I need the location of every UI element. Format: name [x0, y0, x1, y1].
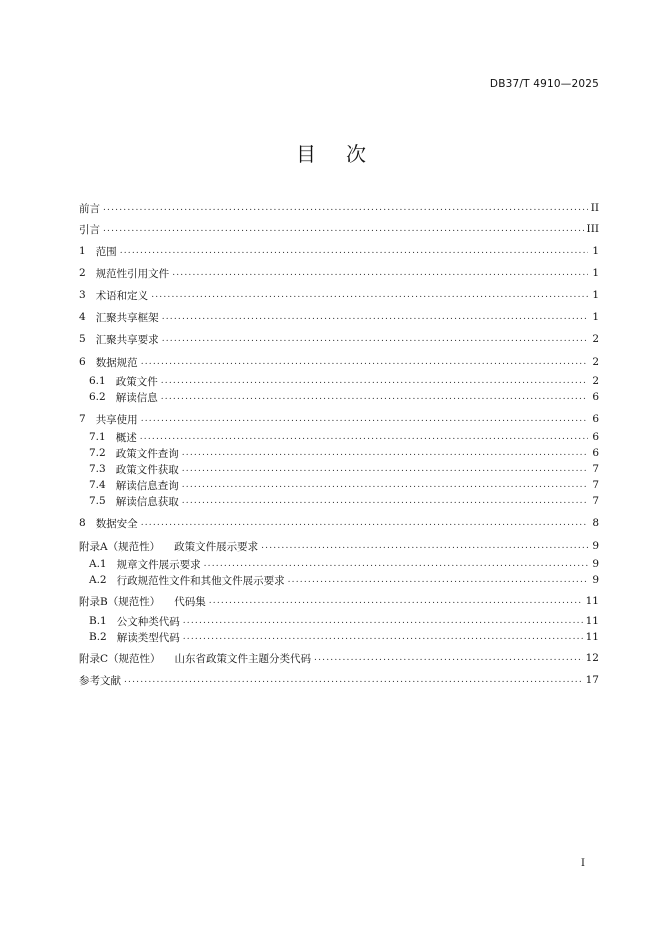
toc-entry-page: 11: [585, 615, 599, 627]
toc-entry-page: 1: [592, 267, 599, 279]
toc-entry[interactable]: [79, 309, 599, 325]
toc-entry-label: 政策文件展示要求: [174, 540, 259, 553]
toc-entry-label: 数据规范: [95, 356, 138, 369]
toc-leader-dots: [209, 593, 583, 609]
page-number: I: [581, 858, 585, 869]
toc-entry[interactable]: [89, 429, 599, 445]
toc-entry-number: 7.2: [89, 447, 106, 459]
toc-entry[interactable]: [79, 243, 599, 259]
toc-entry-label: 政策文件查询: [115, 447, 179, 460]
toc-leader-dots: [140, 429, 588, 445]
toc-entry-page: 6: [592, 447, 599, 459]
toc-leader-dots: [161, 373, 588, 389]
toc-entry-number: 1: [79, 245, 86, 257]
toc-entry-number: 4: [79, 311, 86, 323]
toc-entry-label: 解读信息获取: [115, 495, 179, 508]
toc-entry[interactable]: [79, 650, 599, 666]
toc-entry-page: II: [590, 202, 599, 214]
toc-entry-page: 17: [585, 674, 599, 686]
toc-entry-label: 政策文件获取: [115, 463, 179, 476]
toc-entry-page: 1: [592, 245, 599, 257]
toc-entry-label: 汇聚共享要求: [95, 333, 159, 346]
toc-leader-dots: [182, 477, 588, 493]
toc-entry-number: 6.2: [89, 391, 106, 403]
toc-entry-page: 7: [592, 495, 599, 507]
toc-entry-label: 参考文献: [79, 674, 121, 687]
toc-entry-number: A.1: [89, 558, 107, 570]
toc-entry-label: 行政规范性文件和其他文件展示要求: [116, 574, 285, 587]
toc-entry-page: 9: [592, 558, 599, 570]
toc-leader-dots: [183, 629, 583, 645]
toc-leader-dots: [314, 650, 583, 666]
toc-entry[interactable]: [79, 538, 599, 554]
toc-leader-dots: [103, 200, 588, 216]
toc-leader-dots: [182, 493, 588, 509]
toc-entry-label: 前言: [79, 202, 100, 215]
toc-entry-label: 解读信息查询: [115, 479, 179, 492]
toc-entry-label: 代码集: [174, 595, 206, 608]
toc-entry-page: 8: [592, 517, 599, 529]
toc-leader-dots: [120, 243, 588, 259]
toc-entry-page: III: [586, 223, 599, 235]
toc-entry-number: 附录C（规范性）: [79, 652, 161, 665]
toc-entry-number: 6: [79, 356, 86, 368]
toc-entry[interactable]: [79, 354, 599, 370]
toc-entry-page: 11: [585, 631, 599, 643]
toc-entry-number: 附录A（规范性）: [79, 540, 161, 553]
toc-entry-page: 7: [592, 463, 599, 475]
toc-leader-dots: [182, 461, 588, 477]
toc-entry-number: 2: [79, 267, 86, 279]
toc-entry-number: 8: [79, 517, 86, 529]
toc-entry-number: 7.5: [89, 495, 106, 507]
toc-entry[interactable]: [79, 200, 599, 216]
toc-entry-page: 9: [592, 540, 599, 552]
toc-entry-page: 2: [592, 356, 599, 368]
toc-leader-dots: [288, 572, 588, 588]
toc-entry[interactable]: [89, 477, 599, 493]
toc-leader-dots: [161, 389, 588, 405]
toc-entry-page: 2: [592, 333, 599, 345]
toc-entry[interactable]: [79, 265, 599, 281]
toc-leader-dots: [204, 556, 588, 572]
toc-entry-page: 6: [592, 431, 599, 443]
toc-entry-page: 6: [592, 391, 599, 403]
toc-leader-dots: [141, 354, 588, 370]
toc-entry-page: 9: [592, 574, 599, 586]
toc-entry-label: 解读类型代码: [116, 631, 180, 644]
toc-leader-dots: [261, 538, 588, 554]
toc-entry[interactable]: [89, 461, 599, 477]
toc-leader-dots: [172, 265, 588, 281]
toc-entry-number: 附录B（规范性）: [79, 595, 161, 608]
toc-entry-label: 引言: [79, 223, 100, 236]
toc-entry-page: 6: [592, 413, 599, 425]
toc-entry-label: 政策文件: [115, 375, 158, 388]
toc-title: 目次: [296, 142, 396, 166]
toc-entry-number: B.1: [89, 615, 107, 627]
toc-entry[interactable]: [89, 445, 599, 461]
toc-entry-number: 7.4: [89, 479, 106, 491]
toc-entry[interactable]: [79, 593, 599, 609]
toc-entry[interactable]: [79, 672, 599, 688]
toc-entry-label: 概述: [115, 431, 137, 444]
toc-entry-label: 公文种类代码: [116, 615, 180, 628]
toc-entry[interactable]: [89, 493, 599, 509]
toc-entry-label: 汇聚共享框架: [95, 311, 159, 324]
toc-leader-dots: [141, 411, 588, 427]
toc-entry-label: 规范性引用文件: [95, 267, 170, 280]
toc-entry-page: 12: [585, 652, 599, 664]
toc-entry-page: 11: [585, 595, 599, 607]
toc-entry-number: 7.1: [89, 431, 106, 443]
toc-entry-label: 共享使用: [95, 413, 138, 426]
toc-entry-number: 5: [79, 333, 86, 345]
toc-entry[interactable]: [89, 389, 599, 405]
toc-entry[interactable]: [89, 373, 599, 389]
toc-entry[interactable]: [89, 613, 599, 629]
toc-entry-number: 3: [79, 289, 86, 301]
toc-entry[interactable]: [89, 556, 599, 572]
toc-entry-page: 1: [592, 311, 599, 323]
document-code: DB37/T 4910—2025: [489, 78, 599, 90]
toc-entry[interactable]: [79, 411, 599, 427]
toc-entry[interactable]: [89, 572, 599, 588]
toc-entry-label: 数据安全: [95, 517, 138, 530]
toc-leader-dots: [162, 331, 588, 347]
toc-leader-dots: [103, 221, 584, 237]
toc-leader-dots: [151, 287, 588, 303]
toc-leader-dots: [183, 613, 583, 629]
toc-entry-label: 山东省政策文件主题分类代码: [174, 652, 312, 665]
toc-entry-number: 7: [79, 413, 86, 425]
toc-entry-label: 术语和定义: [95, 289, 149, 302]
toc-entry-number: A.2: [89, 574, 107, 586]
toc-leader-dots: [124, 672, 583, 688]
toc-entry-number: B.2: [89, 631, 107, 643]
toc-entry-number: 7.3: [89, 463, 106, 475]
toc-entry[interactable]: [79, 221, 599, 237]
toc-entry-page: 1: [592, 289, 599, 301]
toc-entry-label: 规章文件展示要求: [116, 558, 201, 571]
toc-entry-page: 2: [592, 375, 599, 387]
toc-entry[interactable]: [79, 287, 599, 303]
toc-leader-dots: [141, 515, 588, 531]
toc-leader-dots: [182, 445, 588, 461]
toc-entry[interactable]: [89, 629, 599, 645]
toc-entry-page: 7: [592, 479, 599, 491]
toc-leader-dots: [162, 309, 588, 325]
toc-entry-number: 6.1: [89, 375, 106, 387]
toc-entry-label: 范围: [95, 245, 117, 258]
toc-entry-label: 解读信息: [115, 391, 158, 404]
toc-entry[interactable]: [79, 331, 599, 347]
toc-entry[interactable]: [79, 515, 599, 531]
